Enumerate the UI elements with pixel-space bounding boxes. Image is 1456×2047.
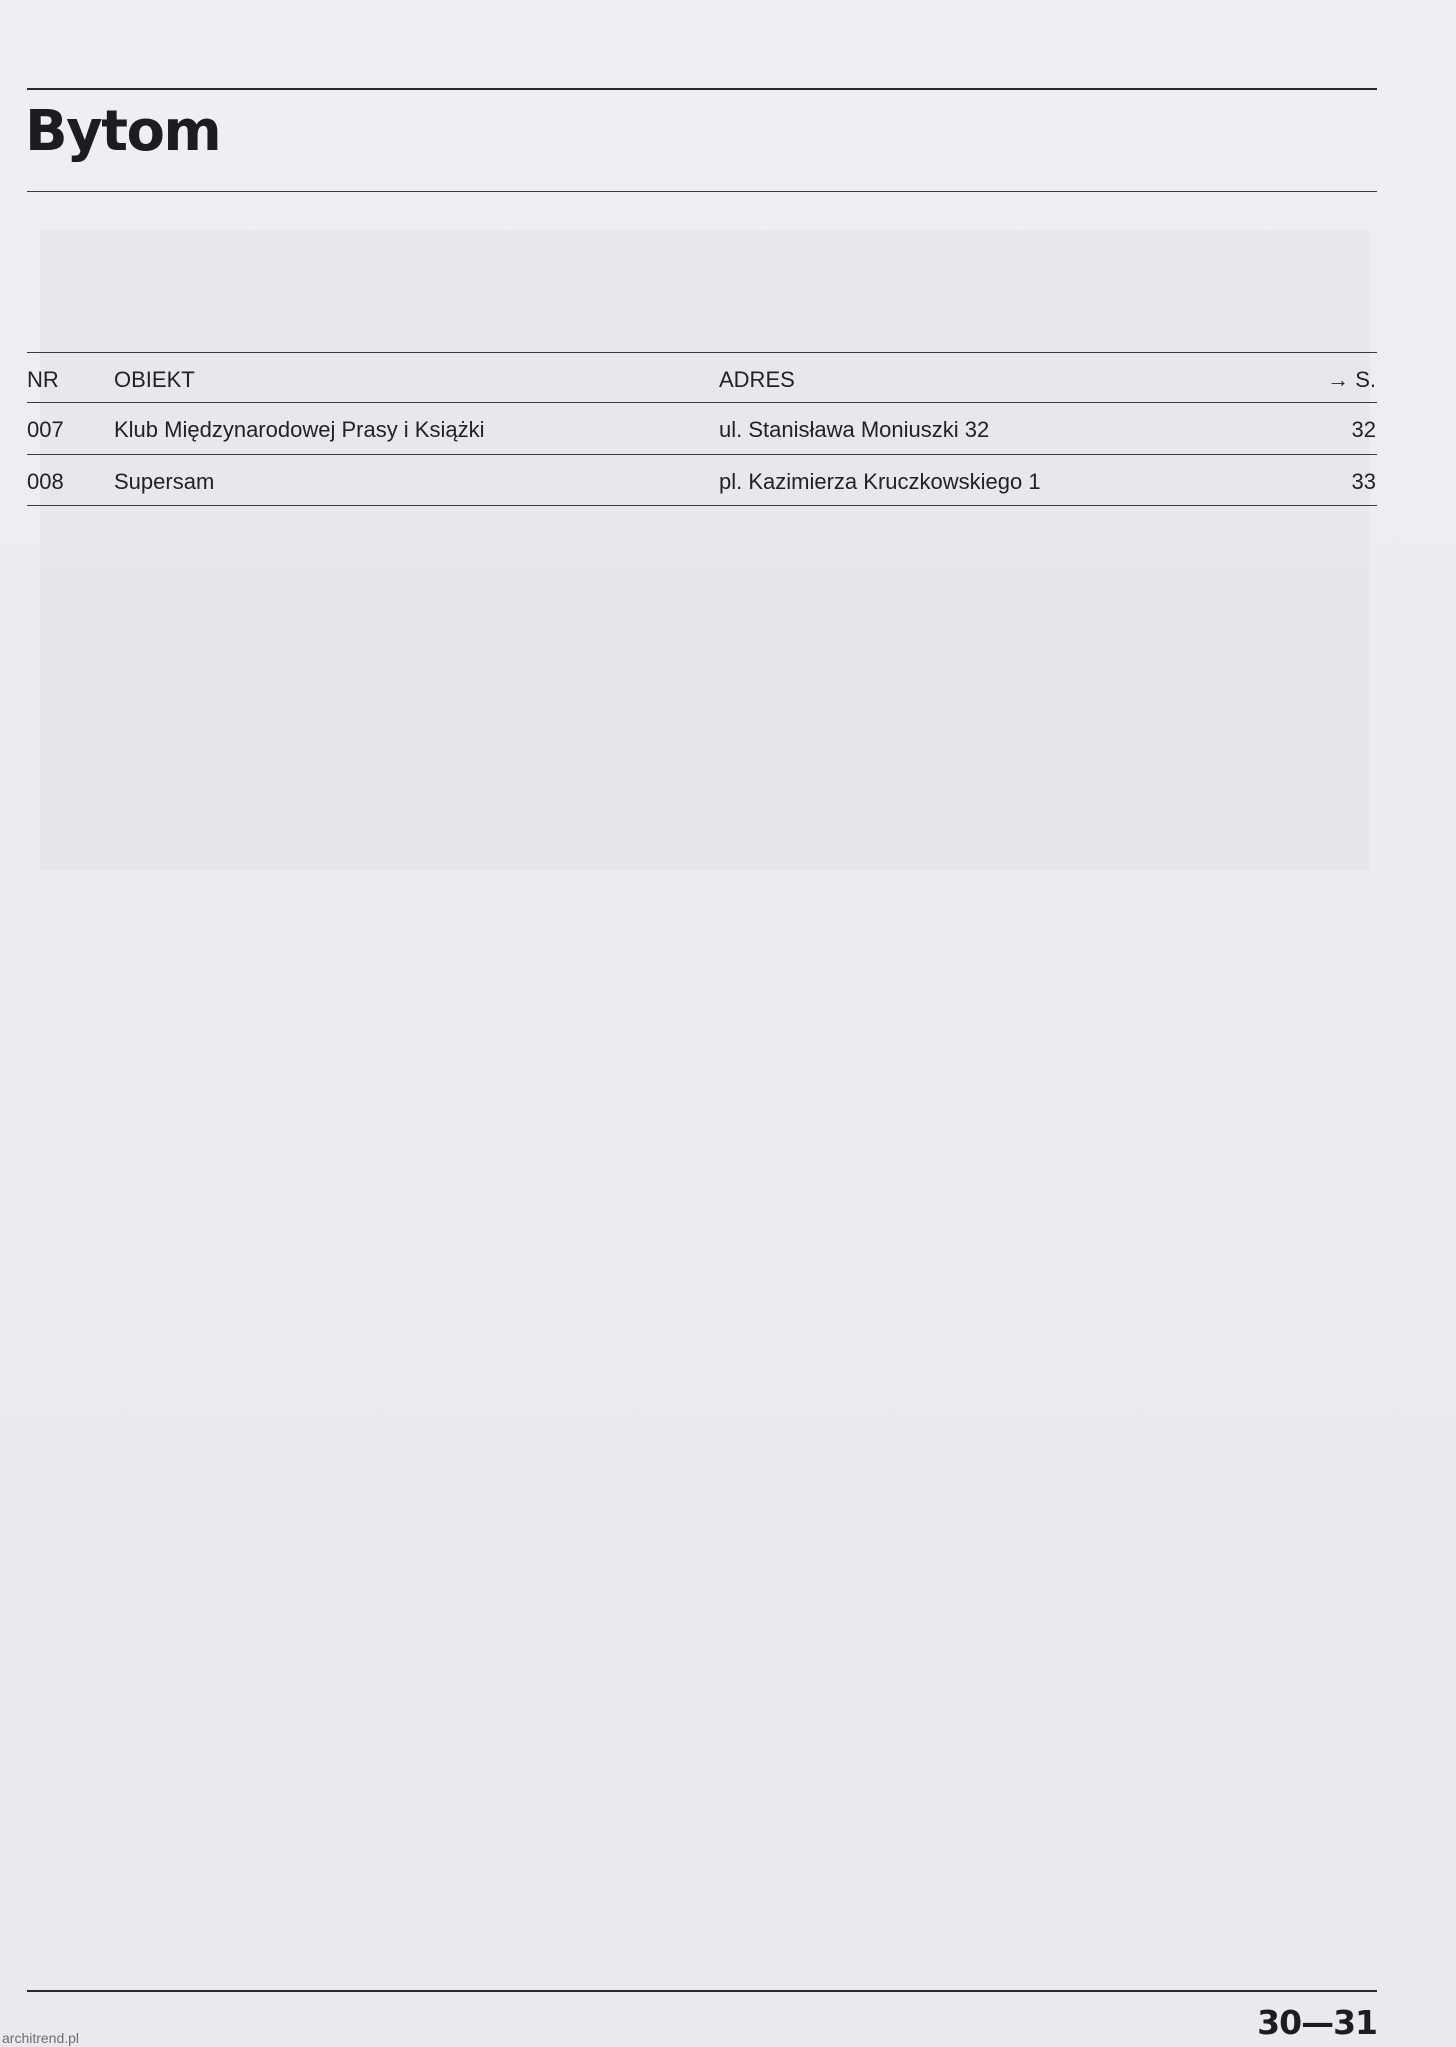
column-header-page: → S.: [1327, 367, 1376, 392]
page-folio: 30—31: [1257, 2003, 1377, 2042]
table-top-rule: [27, 352, 1377, 353]
source-watermark: architrend.pl: [2, 2030, 80, 2046]
table-row-2-nr: 008: [27, 469, 64, 494]
table-bottom-rule: [27, 505, 1377, 506]
table-row-1-address: ul. Stanisława Moniuszki 32: [719, 417, 990, 442]
show-through-shading: [40, 230, 1370, 870]
header-bottom-rule: [27, 402, 1377, 403]
column-header-address: ADRES: [719, 367, 795, 392]
top-rule: [27, 88, 1377, 90]
column-header-object: OBIEKT: [114, 367, 195, 392]
row-1-bottom-rule: [27, 454, 1377, 455]
table-row-2-page: 33: [1351, 469, 1376, 494]
table-row-1-nr: 007: [27, 417, 64, 442]
table-row-2-address: pl. Kazimierza Kruczkowskiego 1: [719, 469, 1041, 494]
page-title: Bytom: [25, 99, 221, 164]
table-row-2-object: Supersam: [114, 469, 215, 494]
table-row-1-object: Klub Międzynarodowej Prasy i Książki: [114, 417, 485, 442]
title-bottom-rule: [27, 191, 1377, 192]
footer-rule: [27, 1990, 1377, 1992]
table-row-1-page: 32: [1351, 417, 1376, 442]
column-header-nr: NR: [27, 367, 59, 392]
